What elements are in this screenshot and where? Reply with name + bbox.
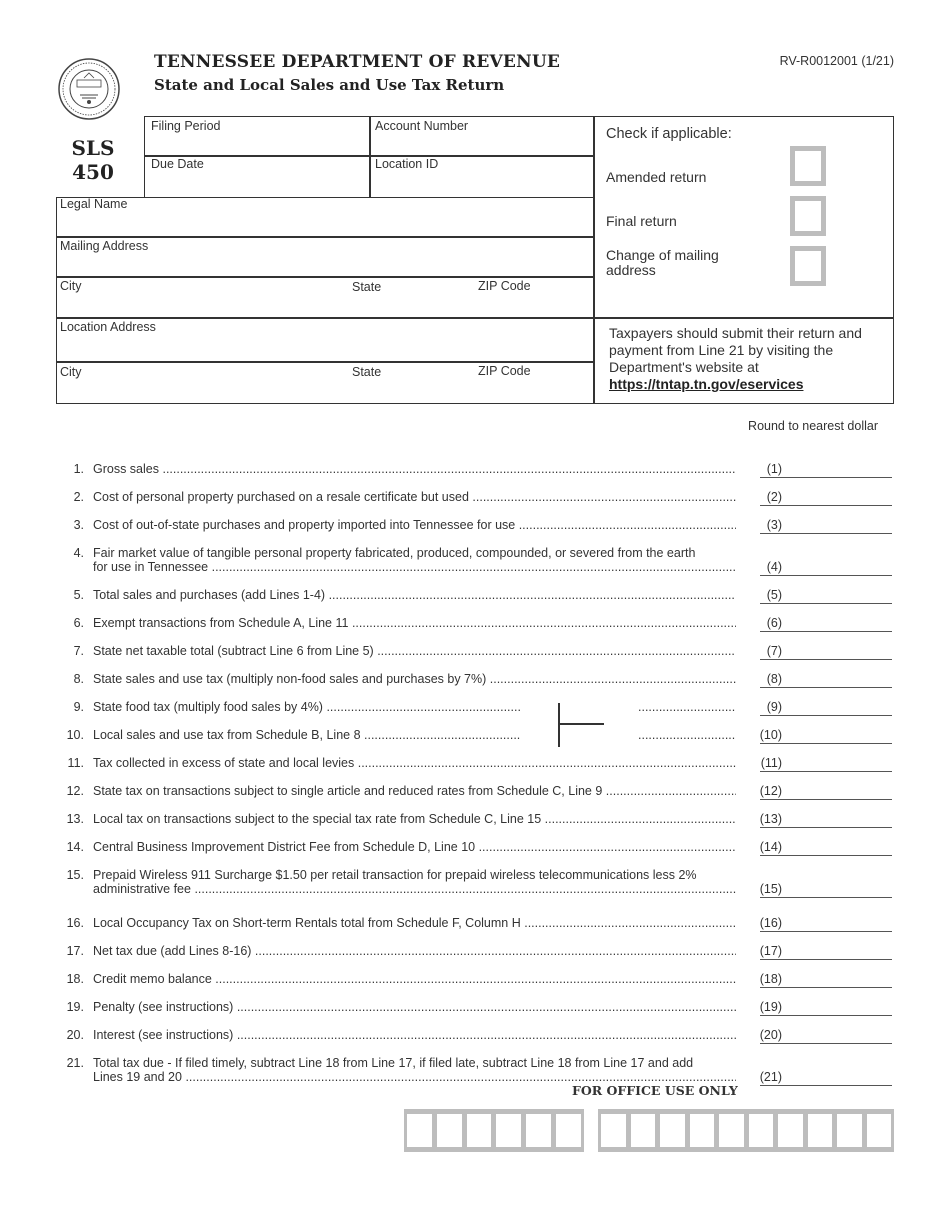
tax-line-reference: (8) [736,672,782,686]
tax-line-description: Total tax due - If filed timely, subtract Line 18 from Line 17, if filed late, subtract Line 18 from Line 17 and add [93,1056,694,1070]
tax-line-number: 19. [66,1000,84,1014]
tax-line-number: 12. [66,784,84,798]
tax-line-number: 15. [66,868,84,882]
location-address-field[interactable]: Location Address [60,320,156,334]
office-cell [690,1114,715,1147]
tax-line [60,840,895,856]
round-note: Round to nearest dollar [748,419,878,433]
tax-line-description-cont: for use in Tennessee ..... [93,560,768,574]
change-address-checkbox[interactable] [790,246,826,286]
city-field[interactable]: City [60,279,82,293]
tax-line-reference: (19) [736,1000,782,1014]
legal-name-field[interactable]: Legal Name [60,197,128,211]
tax-line-number: 5. [73,588,84,602]
tax-line-description: Central Business Improvement District Fee from Schedule D, Line 10 ..... [93,840,768,854]
tax-line-amount-input[interactable] [760,603,892,604]
tax-line-description-cont: administrative fee ..... [93,882,768,896]
tax-line-description: Local tax on transactions subject to the special tax rate from Schedule C, Line 15 ..... [93,812,768,826]
tax-line-amount-input[interactable] [760,687,892,688]
tax-line-reference: (21) [736,1070,782,1084]
tax-line-reference: (10) [736,728,782,742]
tax-line-reference: (9) [736,700,782,714]
office-cell [660,1114,685,1147]
tax-line-amount-input[interactable] [760,533,892,534]
tax-line [60,462,895,478]
tax-line-number: 3. [73,518,84,532]
tax-line-description: State food tax (multiply food sales by 4%) ..... [93,700,521,714]
address-separator-1 [56,236,595,238]
office-cell [837,1114,862,1147]
department-title: TENNESSEE DEPARTMENT OF REVENUE [154,52,561,72]
filing-period-field[interactable]: Filing Period [151,119,221,133]
tax-line [60,490,895,506]
tax-line-amount-input[interactable] [760,897,892,898]
notice-text: Taxpayers should submit their return and payment from Line 21 by visiting the Department's website at [609,325,862,375]
tax-line-number: 11. [67,756,84,770]
tax-line [60,812,895,828]
tax-line-reference: (4) [736,560,782,574]
state-field[interactable]: State [352,280,382,294]
id-box-divider [369,116,371,198]
office-cell [719,1114,744,1147]
tax-line-description: Cost of out-of-state purchases and property imported into Tennessee for use ..... [93,518,768,532]
tax-line [60,1028,895,1044]
tax-line-number: 21. [66,1056,84,1070]
tax-line-description: Exempt transactions from Schedule A, Line 11 ..... [93,616,768,630]
office-cell [467,1114,492,1147]
tax-line-amount-input[interactable] [760,855,892,856]
tax-line-description: State net taxable total (subtract Line 6 from Line 5) ..... [93,644,768,658]
amended-return-label: Amended return [606,169,707,185]
office-cell [496,1114,521,1147]
address-separator-3 [56,317,595,319]
rate-bracket-vertical [558,703,560,747]
check-panel-separator [593,317,894,319]
tax-line [60,916,895,932]
tax-line-number: 17. [66,944,84,958]
tax-line-number: 20. [66,1028,84,1042]
office-cell [407,1114,432,1147]
form-code-line2: 450 [72,160,114,184]
tax-line [60,728,895,744]
tax-line-number: 16. [66,916,84,930]
tax-line-reference: (13) [736,812,782,826]
tax-line-description: Local sales and use tax from Schedule B, Line 8 ..... [93,728,521,742]
tax-line-number: 7. [73,644,84,658]
zip-field[interactable]: ZIP Code [478,279,531,293]
location-city-field[interactable]: City [60,365,82,379]
tax-line-reference: (7) [736,644,782,658]
check-heading: Check if applicable: [606,126,732,142]
tax-line-amount-input[interactable] [760,931,892,932]
office-cell [556,1114,581,1147]
tax-line-description: State tax on transactions subject to single article and reduced rates from Schedule C, Line 9 ..... [93,784,768,798]
tax-line [60,518,895,534]
address-separator-4 [56,361,595,363]
tax-line-number: 1. [73,462,84,476]
tax-line-description: Total sales and purchases (add Lines 1-4) ..... [93,588,768,602]
office-use-box-1 [404,1109,584,1152]
office-cell [437,1114,462,1147]
tax-line [60,1000,895,1016]
change-address-line2: address [606,262,656,278]
tax-line-amount-input[interactable] [760,1015,892,1016]
id-box-separator [144,155,595,157]
office-cell [526,1114,551,1147]
tax-line-description-cont: Lines 19 and 20 ..... [93,1070,768,1084]
change-address-label [606,248,719,278]
tennessee-state-seal-icon [58,58,120,120]
tax-line-amount-input[interactable] [760,575,892,576]
form-number: RV-R0012001 (1/21) [779,54,894,68]
tax-line [60,868,895,900]
office-cell [749,1114,774,1147]
tax-line-description: Gross sales ..... [93,462,768,476]
office-cell [808,1114,833,1147]
tax-line-reference: (3) [736,518,782,532]
change-address-line1: Change of mailing [606,247,719,263]
address-separator-2 [56,276,595,278]
tax-line-reference: (1) [736,462,782,476]
tax-line-amount-input[interactable] [760,799,892,800]
tax-line-amount-input[interactable] [760,743,892,744]
tax-line-amount-input[interactable] [760,659,892,660]
tax-line-number: 18. [66,972,84,986]
tax-line-description: Interest (see instructions) ..... [93,1028,768,1042]
tax-line-description: Local Occupancy Tax on Short-term Rentals total from Schedule F, Column H ..... [93,916,768,930]
submission-notice [609,325,881,393]
tax-line-description: Penalty (see instructions) ..... [93,1000,768,1014]
tax-line-amount-input[interactable] [760,827,892,828]
tax-line-number: 9. [73,700,84,714]
final-return-label: Final return [606,213,677,229]
tax-line-description: Cost of personal property purchased on a resale certificate but used ..... [93,490,768,504]
tax-line-number: 4. [73,546,84,560]
form-code [60,136,126,184]
tax-line [60,672,895,688]
tax-line-description: Net tax due (add Lines 8-16) ..... [93,944,768,958]
tax-line-number: 2. [73,490,84,504]
tax-line [60,700,895,716]
tax-line-amount-input[interactable] [760,505,892,506]
eservices-link[interactable]: https://tntap.tn.gov/eservices [609,376,804,392]
amended-return-checkbox[interactable] [790,146,826,186]
due-date-field[interactable]: Due Date [151,157,204,171]
office-cell [631,1114,656,1147]
tax-line-reference: (6) [736,616,782,630]
office-cell [778,1114,803,1147]
rate-bracket-horizontal [558,723,604,725]
office-cell [601,1114,626,1147]
tax-line [60,756,895,772]
tax-line-number: 8. [73,672,84,686]
tax-line [60,972,895,988]
tax-line-reference: (17) [736,944,782,958]
location-id-field[interactable]: Location ID [375,157,439,171]
form-code-line1: SLS [71,136,115,160]
tax-line-reference: (11) [736,756,782,770]
final-return-checkbox[interactable] [790,196,826,236]
tax-line-number: 13. [66,812,84,826]
tax-line-description: Tax collected in excess of state and local levies ..... [93,756,768,770]
tax-line-amount-input[interactable] [760,987,892,988]
tax-line [60,616,895,632]
tax-line-description: State sales and use tax (multiply non-food sales and purchases by 7%) ..... [93,672,768,686]
tax-line [60,944,895,960]
tax-line [60,588,895,604]
location-zip-field[interactable]: ZIP Code [478,364,531,378]
tax-line-reference: (5) [736,588,782,602]
tax-line-amount-input[interactable] [760,959,892,960]
tax-line-number: 6. [73,616,84,630]
tax-line-reference: (20) [736,1028,782,1042]
tax-line-amount-input[interactable] [760,631,892,632]
tax-line-description: Prepaid Wireless 911 Surcharge $1.50 per retail transaction for prepaid wireless telecommunications less 2% [93,868,697,882]
tax-line-amount-input[interactable] [760,477,892,478]
tax-line [60,784,895,800]
tax-line-reference: (16) [736,916,782,930]
tax-line [60,644,895,660]
form-title: State and Local Sales and Use Tax Return [154,76,505,94]
tax-line-amount-input[interactable] [760,715,892,716]
tax-line-reference: (15) [736,882,782,896]
tax-line [60,1056,895,1088]
tax-line-reference: (18) [736,972,782,986]
tax-line-number: 14. [66,840,84,854]
account-number-field[interactable]: Account Number [375,119,469,133]
office-use-title: FOR OFFICE USE ONLY [572,1083,738,1098]
tax-line [60,546,895,578]
tax-line-reference: (12) [736,784,782,798]
tax-line-amount-input[interactable] [760,771,892,772]
location-state-field[interactable]: State [352,365,382,379]
tax-line-description: Fair market value of tangible personal property fabricated, produced, compounded, or severed from the earth [93,546,696,560]
office-cell [867,1114,892,1147]
tax-line-description: Credit memo balance ..... [93,972,768,986]
tax-line-amount-input[interactable] [760,1043,892,1044]
tax-line-reference: (14) [736,840,782,854]
tax-line-reference: (2) [736,490,782,504]
office-use-box-2 [598,1109,894,1152]
tax-line-amount-input[interactable] [760,1085,892,1086]
mailing-address-field[interactable]: Mailing Address [60,239,149,253]
tax-line-number: 10. [66,728,84,742]
